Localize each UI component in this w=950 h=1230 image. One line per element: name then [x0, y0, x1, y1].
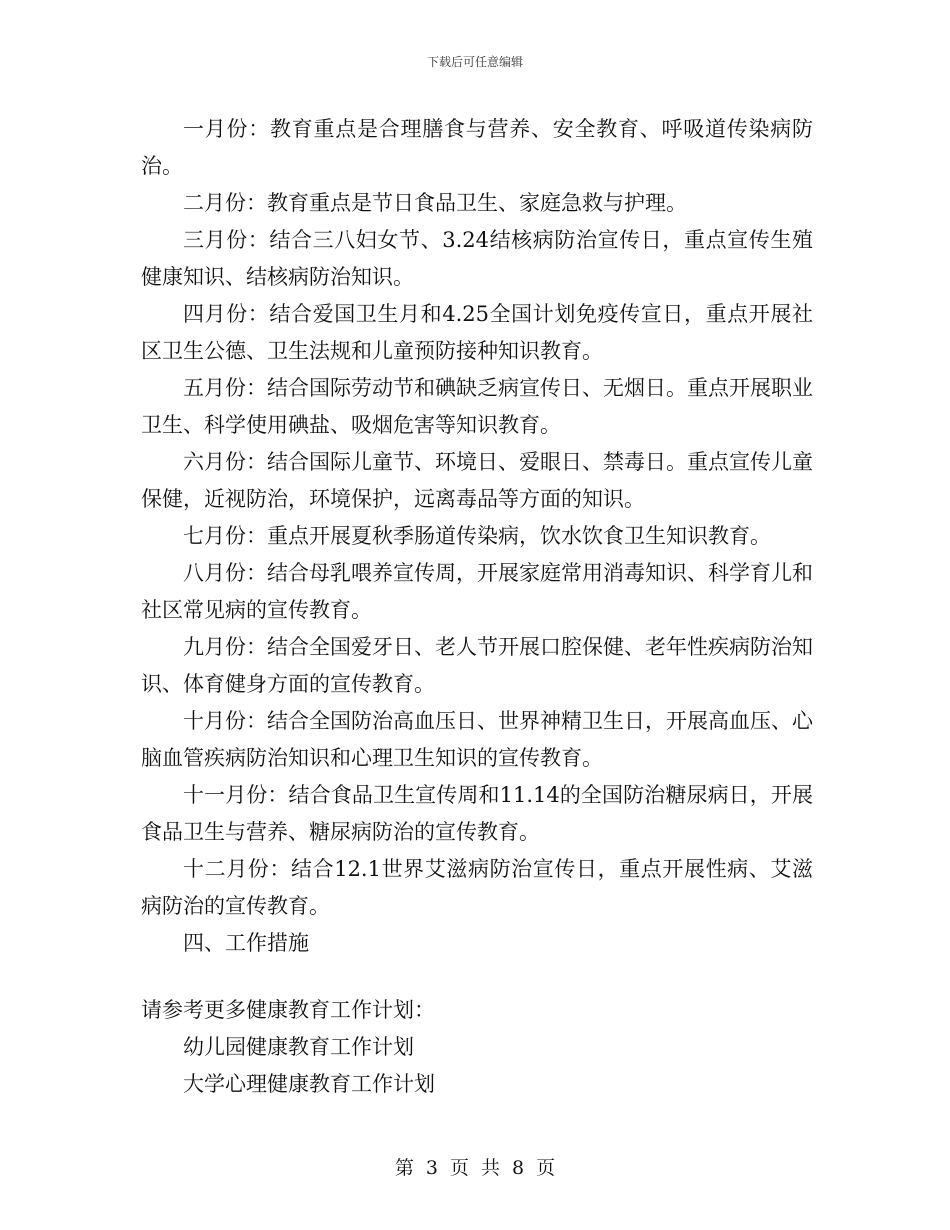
section-heading: 四、工作措施	[183, 931, 309, 955]
month-paragraph-jan: 一月份：教育重点是合理膳食与营养、安全教育、呼吸道传染病防治。	[141, 117, 813, 178]
month-paragraph-jun: 六月份：结合国际儿童节、环境日、爱眼日、禁毒日。重点宣传儿童保健，近视防治，环境保护，远离毒品等方面的知识。	[141, 450, 813, 511]
document-body	[141, 111, 813, 1103]
month-paragraph-dec: 十二月份：结合12.1世界艾滋病防治宣传日，重点开展性病、艾滋病防治的宣传教育。	[141, 857, 813, 918]
month-paragraph-sep: 九月份：结合全国爱牙日、老人节开展口腔保健、老年性疾病防治知识、体育健身方面的宣传教育。	[141, 635, 813, 696]
month-paragraph-may: 五月份：结合国际劳动节和碘缺乏病宣传日、无烟日。重点开展职业卫生、科学使用碘盐、吸烟危害等知识教育。	[141, 376, 813, 437]
month-paragraph-oct: 十月份：结合全国防治高血压日、世界神精卫生日，开展高血压、心脑血管疾病防治知识和心理卫生知识的宣传教育。	[141, 709, 813, 770]
page-header: 下载后可任意编辑	[426, 55, 523, 69]
reference-link-kindergarten[interactable]: 幼儿园健康教育工作计划	[183, 1035, 414, 1059]
references-title: 请参考更多健康教育工作计划：	[141, 998, 435, 1022]
month-paragraph-jul: 七月份：重点开展夏秋季肠道传染病，饮水饮食卫生知识教育。	[183, 524, 771, 548]
month-paragraph-nov: 十一月份：结合食品卫生宣传周和11.14的全国防治糖尿病日，开展食品卫生与营养、糖尿病防治的宣传教育。	[141, 783, 813, 844]
month-paragraph-feb: 二月份：教育重点是节日食品卫生、家庭急救与护理。	[183, 191, 687, 215]
month-paragraph-apr: 四月份：结合爱国卫生月和4.25全国计划免疫传宣日，重点开展社区卫生公德、卫生法规和儿童预防接种知识教育。	[141, 302, 813, 363]
page-footer: 第 3 页 共 8 页	[394, 1157, 556, 1179]
reference-link-university[interactable]: 大学心理健康教育工作计划	[183, 1072, 435, 1096]
month-paragraph-aug: 八月份：结合母乳喂养宣传周，开展家庭常用消毒知识、科学育儿和社区常见病的宣传教育。	[141, 561, 813, 622]
month-paragraph-mar: 三月份：结合三八妇女节、3.24结核病防治宣传日，重点宣传生殖健康知识、结核病防治知识。	[141, 228, 813, 289]
